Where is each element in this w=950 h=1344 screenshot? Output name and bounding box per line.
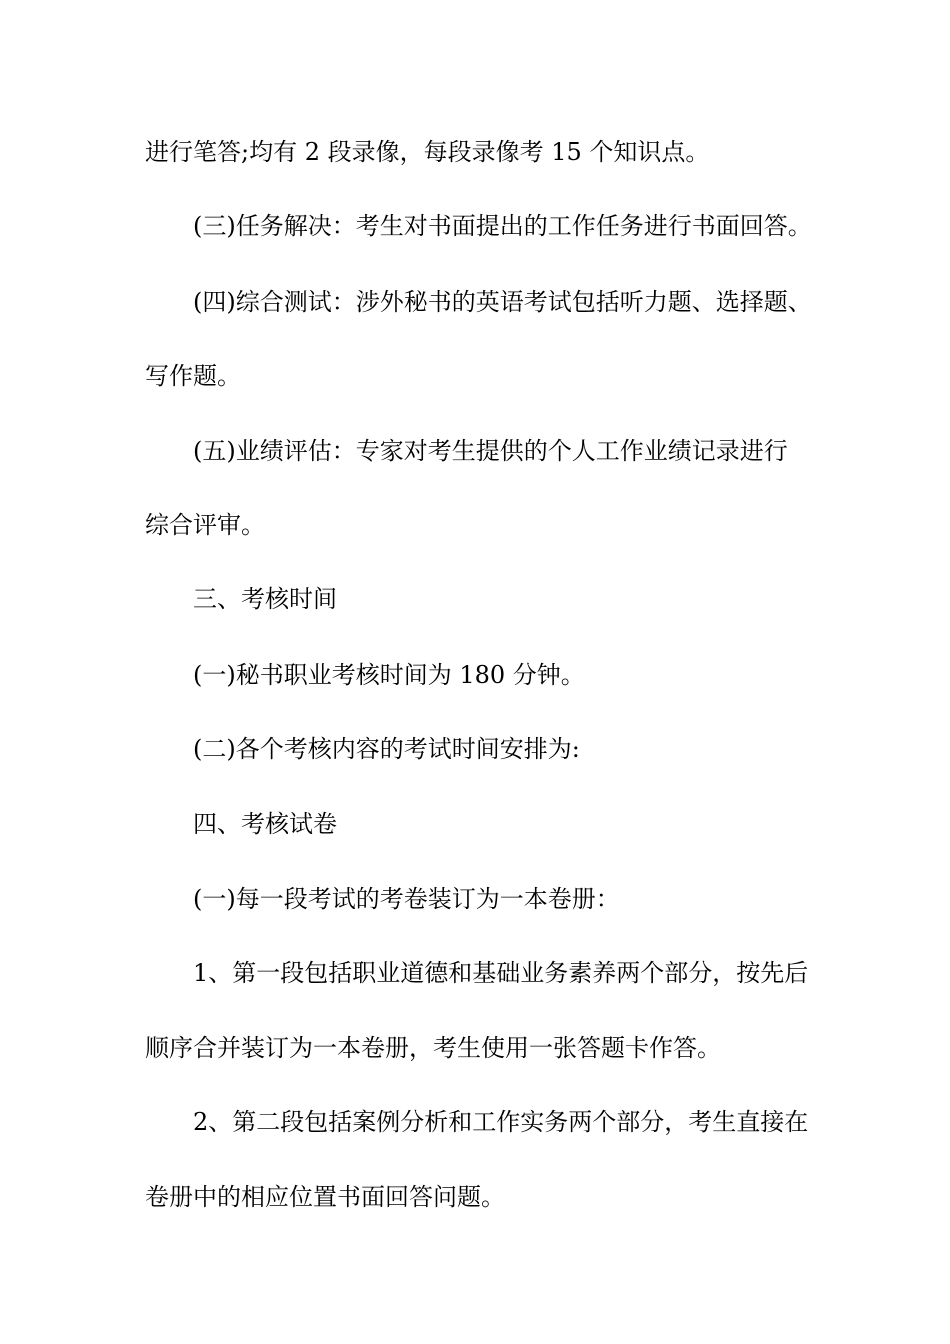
paragraph-line-11: (一)每一段考试的考卷装订为一本卷册： xyxy=(193,885,620,913)
paragraph-line-1: 进行笔答;均有 2 段录像，每段录像考 15 个知识点。 xyxy=(145,138,710,166)
paragraph-line-12: 1、第一段包括职业道德和基础业务素养两个部分，按先后 xyxy=(193,959,809,987)
paragraph-line-2: (三)任务解决：考生对书面提出的工作任务进行书面回答。 xyxy=(193,212,812,240)
paragraph-line-3: (四)综合测试：涉外秘书的英语考试包括听力题、选择题、 xyxy=(193,288,812,316)
section-heading-assessment-time: 三、考核时间 xyxy=(193,585,337,613)
paragraph-line-9: (二)各个考核内容的考试时间安排为: xyxy=(193,735,580,763)
paragraph-line-8: (一)秘书职业考核时间为 180 分钟。 xyxy=(193,661,585,689)
section-heading-exam-papers: 四、考核试卷 xyxy=(193,810,337,838)
paragraph-line-14: 2、第二段包括案例分析和工作实务两个部分，考生直接在 xyxy=(193,1108,809,1136)
paragraph-line-13: 顺序合并装订为一本卷册，考生使用一张答题卡作答。 xyxy=(145,1034,721,1062)
paragraph-line-6: 综合评审。 xyxy=(145,511,265,539)
paragraph-line-5: (五)业绩评估：专家对考生提供的个人工作业绩记录进行 xyxy=(193,437,788,465)
paragraph-line-15: 卷册中的相应位置书面回答问题。 xyxy=(145,1183,505,1211)
paragraph-line-4: 写作题。 xyxy=(145,362,241,390)
